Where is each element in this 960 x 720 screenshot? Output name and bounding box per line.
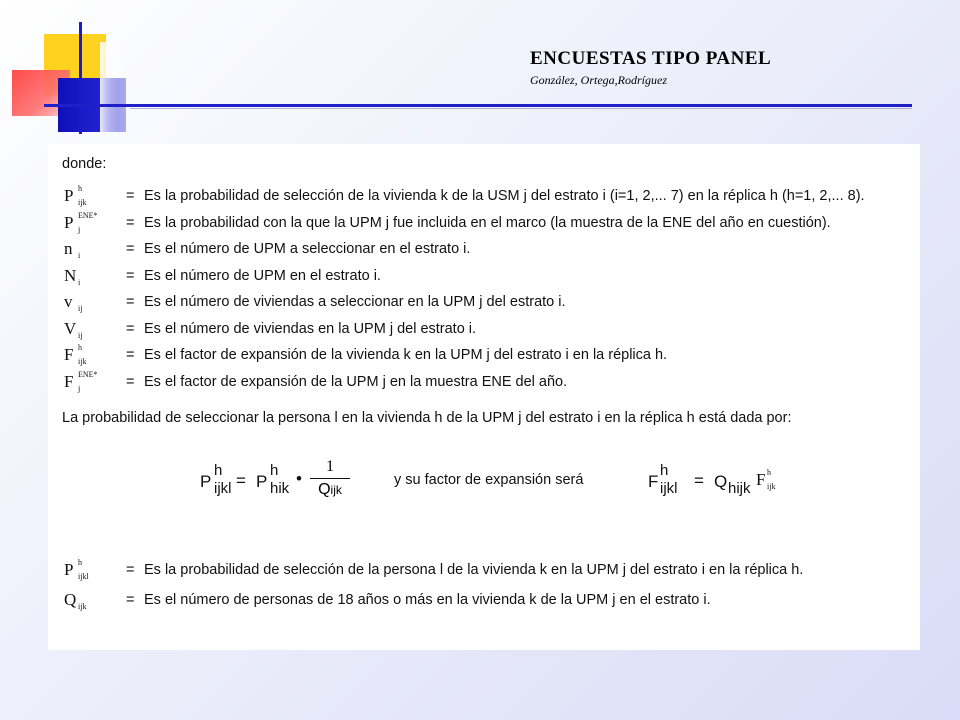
formula-equals-1: = [236,471,246,490]
formula-equals-2: = [694,471,704,490]
formula-connector: y su factor de expansión será [394,472,584,488]
definition-text: Es el número de viviendas en la UPM j del estrato i. [144,320,477,337]
decor-horizontal-line-thin [130,108,912,109]
definition-equals: = [126,214,135,231]
definition-equals: = [126,562,135,578]
definition-equals: = [126,188,135,204]
definition-equals: = [126,241,135,257]
definition-symbol: F ENE* j [64,369,98,393]
definition-symbol: P h ijkl [64,558,89,581]
definition-symbol: P ENE* j [64,210,98,234]
definition-equals: = [126,347,135,363]
definition-symbol: v ij [64,292,83,313]
definition-text: Es el número de UPM a seleccionar en el estrato i. [144,241,471,257]
formula-dot: • [296,469,302,488]
formula-fraction: 1 Qijk [310,458,350,499]
definition-equals: = [126,373,135,390]
definition-equals: = [126,267,135,284]
definition-symbol: Q ijk [64,590,87,611]
definition-text: Es la probabilidad de selección de la persona l de la vivienda k en la UPM j del estrato i en la réplica h. [144,562,804,578]
definition-text: Es la probabilidad con la que la UPM j fue incluida en el marco (la muestra de la ENE del año en cuestión). [144,214,831,231]
slide-title: ENCUESTAS TIPO PANEL [530,48,772,69]
definition-equals: = [126,294,135,310]
definition-equals: = [126,592,135,608]
decor-vertical-line [79,22,82,134]
intro-label: donde: [62,156,107,172]
decor-horizontal-line [44,104,912,107]
content-panel: donde: P h ijk = Es la probabilidad de selección de la vivienda k de la USM j del estrato i (i=1, 2,... 7) en la réplica h (h=1, 2,... 8). P ENE* j = Es la probabilidad con la que la UPM j fue incluida en el marco (la muestra de la ENE del año en cuestión). n i = Es el número de UPM a seleccionar en el estrato i. N i = Es el número de UPM en el estrato i. v ij = Es el número de viviendas a seleccionar en la UPM j del estrato i. V ij = Es el número de viviendas en la UPM j del estrato i. F h ijk = Es el factor de expansión de la vivienda k en la UPM j del estrato i en la réplica h. F ENE* j = Es el factor de expansión de la UPM j en la muestra ENE del año. La probabilidad de seleccionar la persona l en la vivienda h de la UPM j del estrato i en la réplica h está dada por: P h ijkl = P h hik • 1 Qijk y su factor de expansión será F h ijkl = Q hijk F h ijk P h ijkl = Es la probabilidad de selección de la persona l de la vivienda k en la UPM j del estrato i en la réplica h. Q ijk = Es el número de personas de 18 años o más en la vivienda k de la UPM j en el estrato i. [48,144,920,650]
slide-authors: González, Ortega,Rodríguez [530,73,667,87]
definition-text: Es el factor de expansión de la UPM j en la muestra ENE del año. [144,373,568,390]
definition-symbol: V ij [64,318,83,340]
definition-equals: = [126,320,135,337]
probability-statement: La probabilidad de seleccionar la persona l en la vivienda h de la UPM j del estrato i en la réplica h está dada por: [62,410,792,426]
definition-text: Es el número de personas de 18 años o más en la vivienda k de la UPM j en el estrato i. [144,592,711,608]
definition-text: Es el número de viviendas a seleccionar en la UPM j del estrato i. [144,294,566,310]
definition-symbol: P h ijk [64,184,87,207]
formula-f-vivienda: F h ijk [756,468,776,491]
decor-fade [100,42,130,132]
definition-text: Es el número de UPM en el estrato i. [144,267,381,284]
definition-symbol: n i [64,239,81,260]
definition-text: Es el factor de expansión de la vivienda k en la UPM j del estrato i en la réplica h. [144,347,668,363]
definition-symbol: N i [64,265,81,287]
definition-symbol: F h ijk [64,343,87,366]
definition-text: Es la probabilidad de selección de la vivienda k de la USM j del estrato i (i=1, 2,... 7) en la réplica h (h=1, 2,... 8). [144,188,865,204]
